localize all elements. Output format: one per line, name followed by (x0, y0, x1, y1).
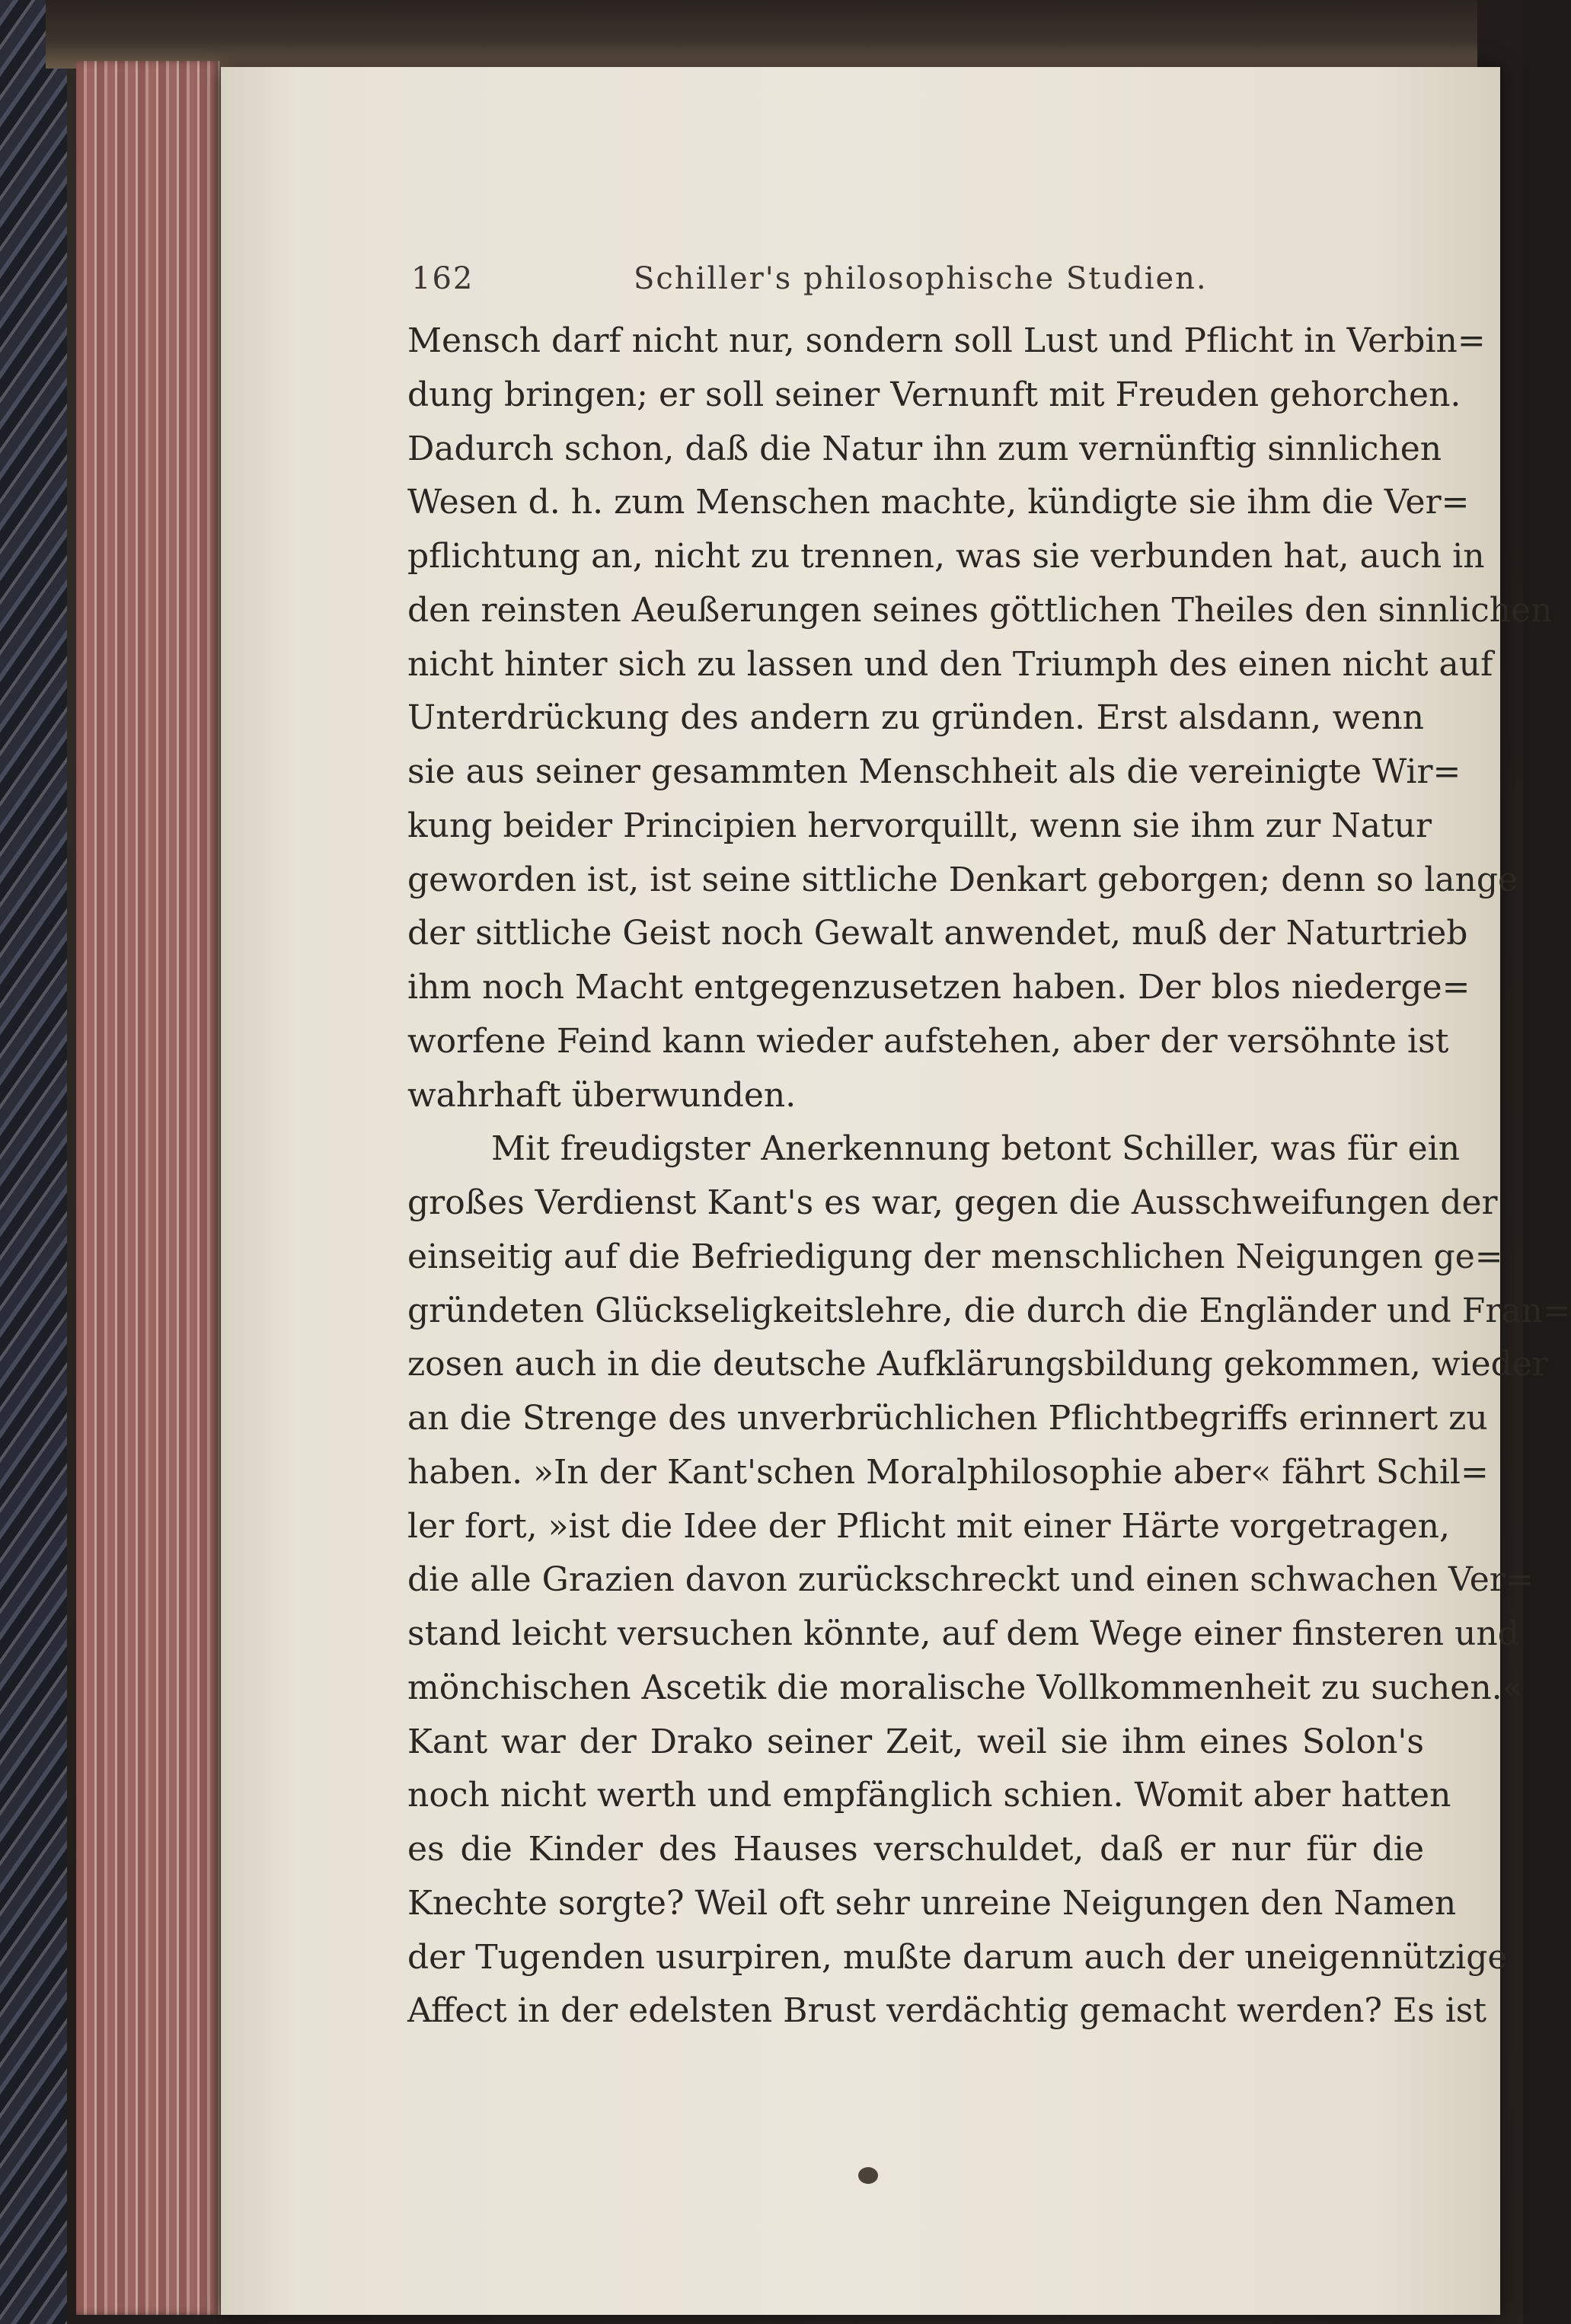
running-title: Schiller's philosophische Studien. (634, 261, 1208, 296)
text-line: den reinsten Aeußerungen seines göttlichen Theiles den sinnlichen (407, 590, 1553, 630)
text-line: nicht hinter sich zu lassen und den Triumph des einen nicht auf (407, 644, 1493, 684)
text-line: der sittliche Geist noch Gewalt anwendet, muß der Naturtrieb (407, 914, 1468, 953)
text-line: worfene Feind kann wieder aufstehen, aber der versöhnte ist (407, 1021, 1449, 1061)
text-line: Dadurch schon, daß die Natur ihn zum vernünftig sinnlichen (407, 429, 1442, 468)
text-line: Affect in der edelsten Brust verdächtig gemacht werden? Es ist (407, 1991, 1487, 2031)
text-line: sie aus seiner gesammten Menschheit als die vereinigte Wir= (407, 752, 1461, 791)
page-header (411, 261, 1416, 299)
text-line: ler fort, »ist die Idee der Pflicht mit einer Härte vorgetragen, (407, 1506, 1450, 1546)
text-line: dung bringen; er soll seiner Vernunft mit Freuden gehorchen. (407, 375, 1461, 414)
text-line: pflichtung an, nicht zu trennen, was sie verbunden hat, auch in (407, 537, 1485, 576)
book-page (221, 67, 1571, 2315)
page-number: 162 (411, 261, 474, 296)
text-line: einseitig auf die Befriedigung der menschlichen Neigungen ge= (407, 1237, 1503, 1276)
text-line: geworden ist, ist seine sittliche Denkart geborgen; denn so lange (407, 860, 1518, 899)
body-text (407, 314, 1571, 2038)
text-line: stand leicht versuchen könnte, auf dem Wege einer finsteren und (407, 1614, 1519, 1653)
text-line: ihm noch Macht entgegenzusetzen haben. Der blos niederge= (407, 968, 1470, 1007)
text-line: die alle Grazien davon zurückschreckt und einen schwachen Ver= (407, 1560, 1534, 1600)
marbled-endpaper (0, 0, 67, 2324)
page-edge-stack (76, 61, 221, 2315)
text-line: Mensch darf nicht nur, sondern soll Lust und Pflicht in Verbin= (407, 321, 1486, 360)
text-line: Wesen d. h. zum Menschen machte, kündigte sie ihm die Ver= (407, 483, 1470, 522)
text-line: kung beider Principien hervorquillt, wenn sie ihm zur Natur (407, 806, 1432, 845)
text-line: Kant war der Drako seiner Zeit, weil sie ihm eines Solon's (407, 1722, 1424, 1761)
text-line: der Tugenden usurpiren, mußte darum auch der uneigennützige (407, 1937, 1508, 1977)
text-line: gründeten Glückseligkeitslehre, die durch die Engländer und Fran= (407, 1291, 1571, 1330)
text-line: es die Kinder des Hauses verschuldet, daß er nur für die (407, 1830, 1424, 1869)
text-line: großes Verdienst Kant's es war, gegen die Ausschweifungen der (407, 1183, 1498, 1222)
text-line: Knechte sorgte? Weil oft sehr unreine Neigungen den Namen (407, 1883, 1457, 1923)
ink-speck (858, 2167, 878, 2184)
text-line: Mit freudigster Anerkennung betont Schiller, was für ein (491, 1129, 1461, 1169)
text-line: an die Strenge des unverbrüchlichen Pflichtbegriffs erinnert zu (407, 1399, 1488, 1438)
text-line: haben. »In der Kant'schen Moralphilosophie aber« fährt Schil= (407, 1452, 1489, 1492)
text-line: zosen auch in die deutsche Aufklärungsbildung gekommen, wieder (407, 1345, 1548, 1384)
text-line: mönchischen Ascetik die moralische Vollkommenheit zu suchen.« (407, 1668, 1523, 1707)
book-top-edge (46, 0, 1477, 69)
text-line: noch nicht werth und empfänglich schien. Womit aber hatten (407, 1776, 1451, 1815)
text-line: wahrhaft überwunden. (407, 1075, 797, 1115)
text-line: Unterdrückung des andern zu gründen. Erst alsdann, wenn (407, 698, 1424, 738)
